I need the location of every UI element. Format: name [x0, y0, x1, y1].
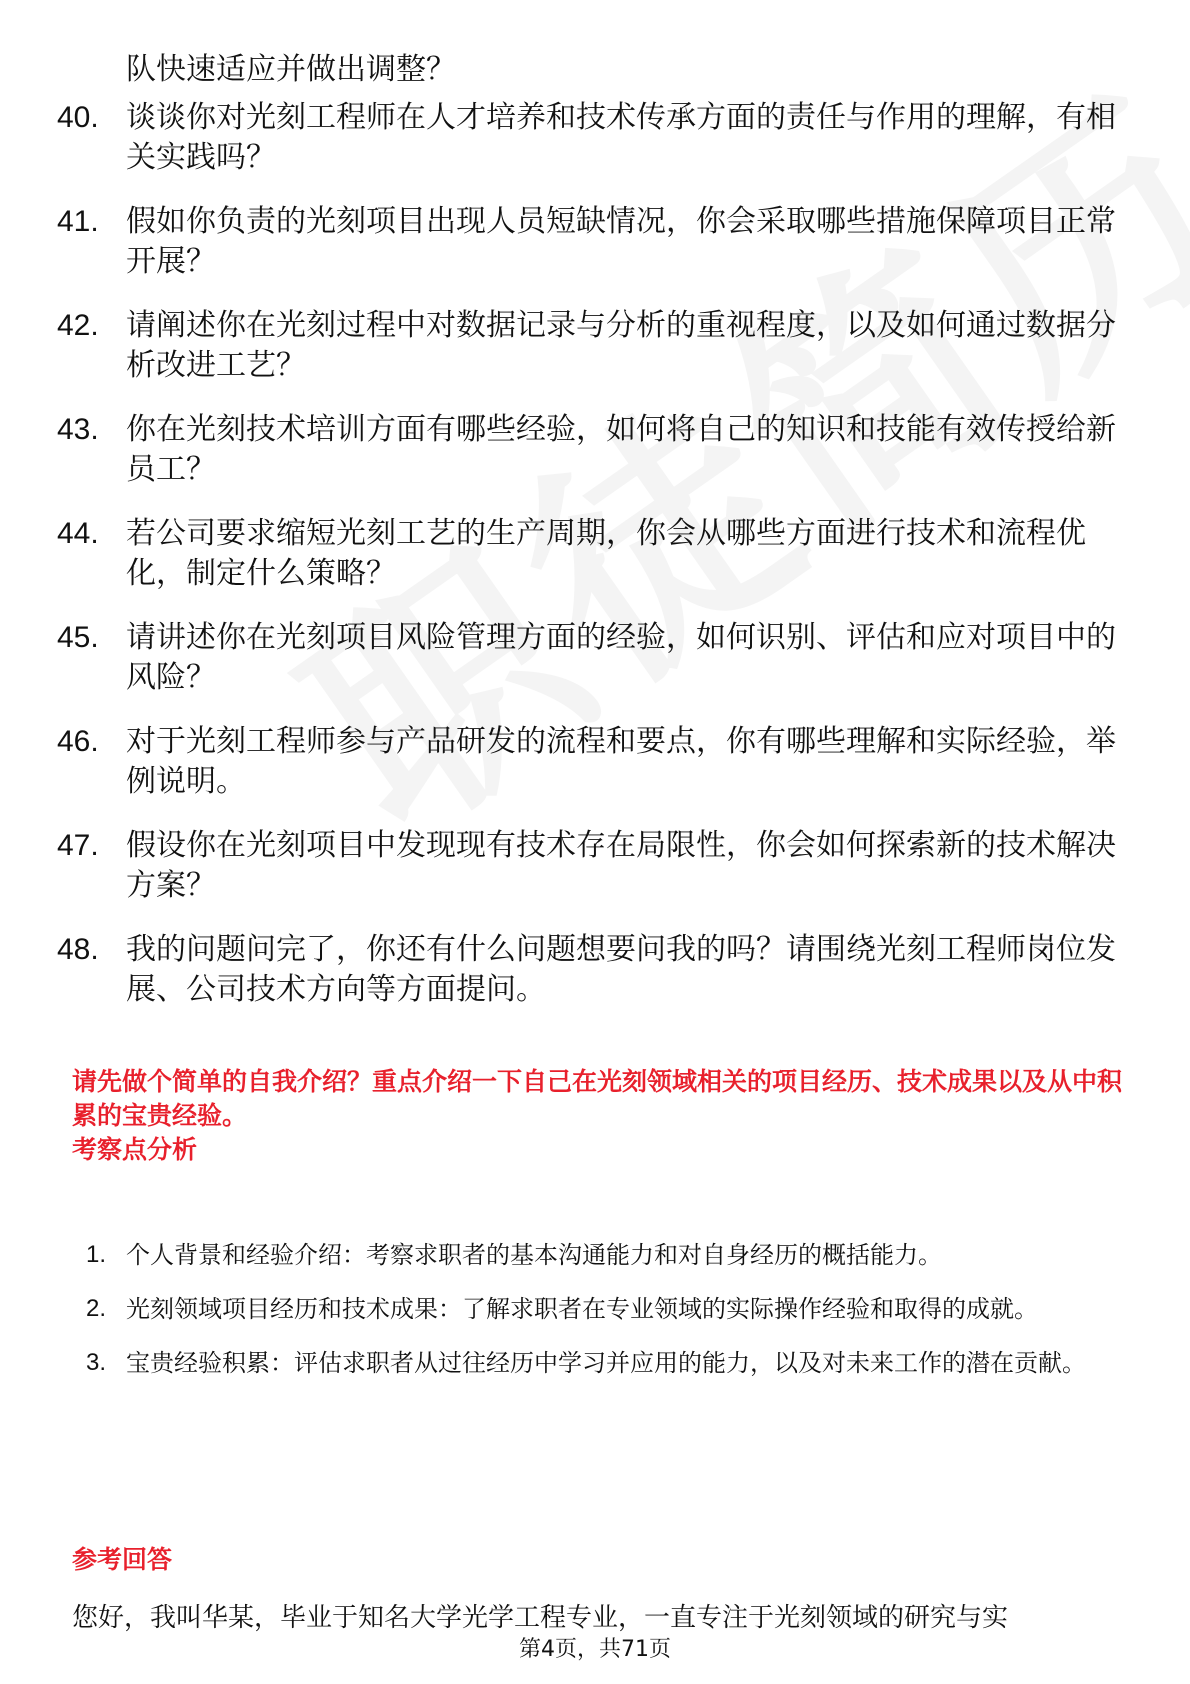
question-number: 43. — [57, 413, 99, 446]
analysis-text: 光刻领域项目经历和技术成果：了解求职者在专业领域的实际操作经验和取得的成就。 — [126, 1295, 1038, 1323]
question-number: 40. — [57, 101, 99, 134]
question-number: 44. — [57, 517, 99, 550]
question-number: 45. — [57, 621, 99, 654]
question-text: 对于光刻工程师参与产品研发的流程和要点，你有哪些理解和实际经验，举例说明。 — [126, 724, 1116, 799]
analysis-title: 考察点分析 — [72, 1135, 198, 1164]
analysis-number: 3. — [86, 1349, 107, 1376]
reference-answer: 您好，我叫华某，毕业于知名大学光学工程专业，一直专注于光刻领域的研究与实 — [72, 1603, 1009, 1633]
question-text: 若公司要求缩短光刻工艺的生产周期，你会从哪些方面进行技术和流程优化，制定什么策略？ — [126, 516, 1086, 591]
reference-title: 参考回答 — [72, 1545, 173, 1574]
question-text: 请阐述你在光刻过程中对数据记录与分析的重视程度，以及如何通过数据分析改进工艺？ — [126, 308, 1116, 383]
question-list — [57, 50, 1137, 1034]
page-footer: 第4页，共71页 — [519, 1637, 671, 1662]
analysis-number: 2. — [86, 1295, 107, 1322]
question-number: 42. — [57, 309, 99, 342]
question-text: 我的问题问完了，你还有什么问题想要问我的吗？请围绕光刻工程师岗位发展、公司技术方向等方面提问。 — [126, 932, 1116, 1007]
question-continuation: 队快速适应并做出调整？ — [126, 52, 456, 87]
question-item — [57, 306, 1137, 386]
question-item — [57, 410, 1137, 490]
question-item — [57, 618, 1137, 698]
analysis-text: 个人背景和经验介绍：考察求职者的基本沟通能力和对自身经历的概括能力。 — [126, 1241, 942, 1269]
question-item — [57, 930, 1137, 1010]
question-text: 假如你负责的光刻项目出现人员短缺情况，你会采取哪些措施保障项目正常开展？ — [126, 204, 1116, 279]
question-item — [57, 514, 1137, 594]
question-text: 请讲述你在光刻项目风险管理方面的经验，如何识别、评估和应对项目中的风险？ — [126, 620, 1116, 695]
analysis-number: 1. — [86, 1241, 107, 1268]
question-item — [57, 98, 1137, 178]
question-item — [57, 722, 1137, 802]
question-number: 46. — [57, 725, 99, 758]
question-text: 谈谈你对光刻工程师在人才培养和技术传承方面的责任与作用的理解，有相关实践吗？ — [126, 100, 1116, 175]
question-number: 41. — [57, 205, 99, 238]
question-item — [57, 202, 1137, 282]
analysis-item — [86, 1336, 1126, 1390]
question-text: 你在光刻技术培训方面有哪些经验，如何将自己的知识和技能有效传授给新员工？ — [126, 412, 1116, 487]
analysis-item — [86, 1282, 1126, 1336]
analysis-item — [86, 1228, 1126, 1282]
question-item — [57, 826, 1137, 906]
analysis-list — [86, 1228, 1126, 1390]
question-number: 48. — [57, 933, 99, 966]
analysis-text: 宝贵经验积累：评估求职者从过往经历中学习并应用的能力，以及对未来工作的潜在贡献。 — [126, 1349, 1086, 1377]
question-text: 假设你在光刻项目中发现现有技术存在局限性，你会如何探索新的技术解决方案？ — [126, 828, 1116, 903]
question-number: 47. — [57, 829, 99, 862]
interview-prompt: 请先做个简单的自我介绍？重点介绍一下自己在光刻领域相关的项目经历、技术成果以及从中积累的宝贵经验。 — [72, 1067, 1123, 1130]
